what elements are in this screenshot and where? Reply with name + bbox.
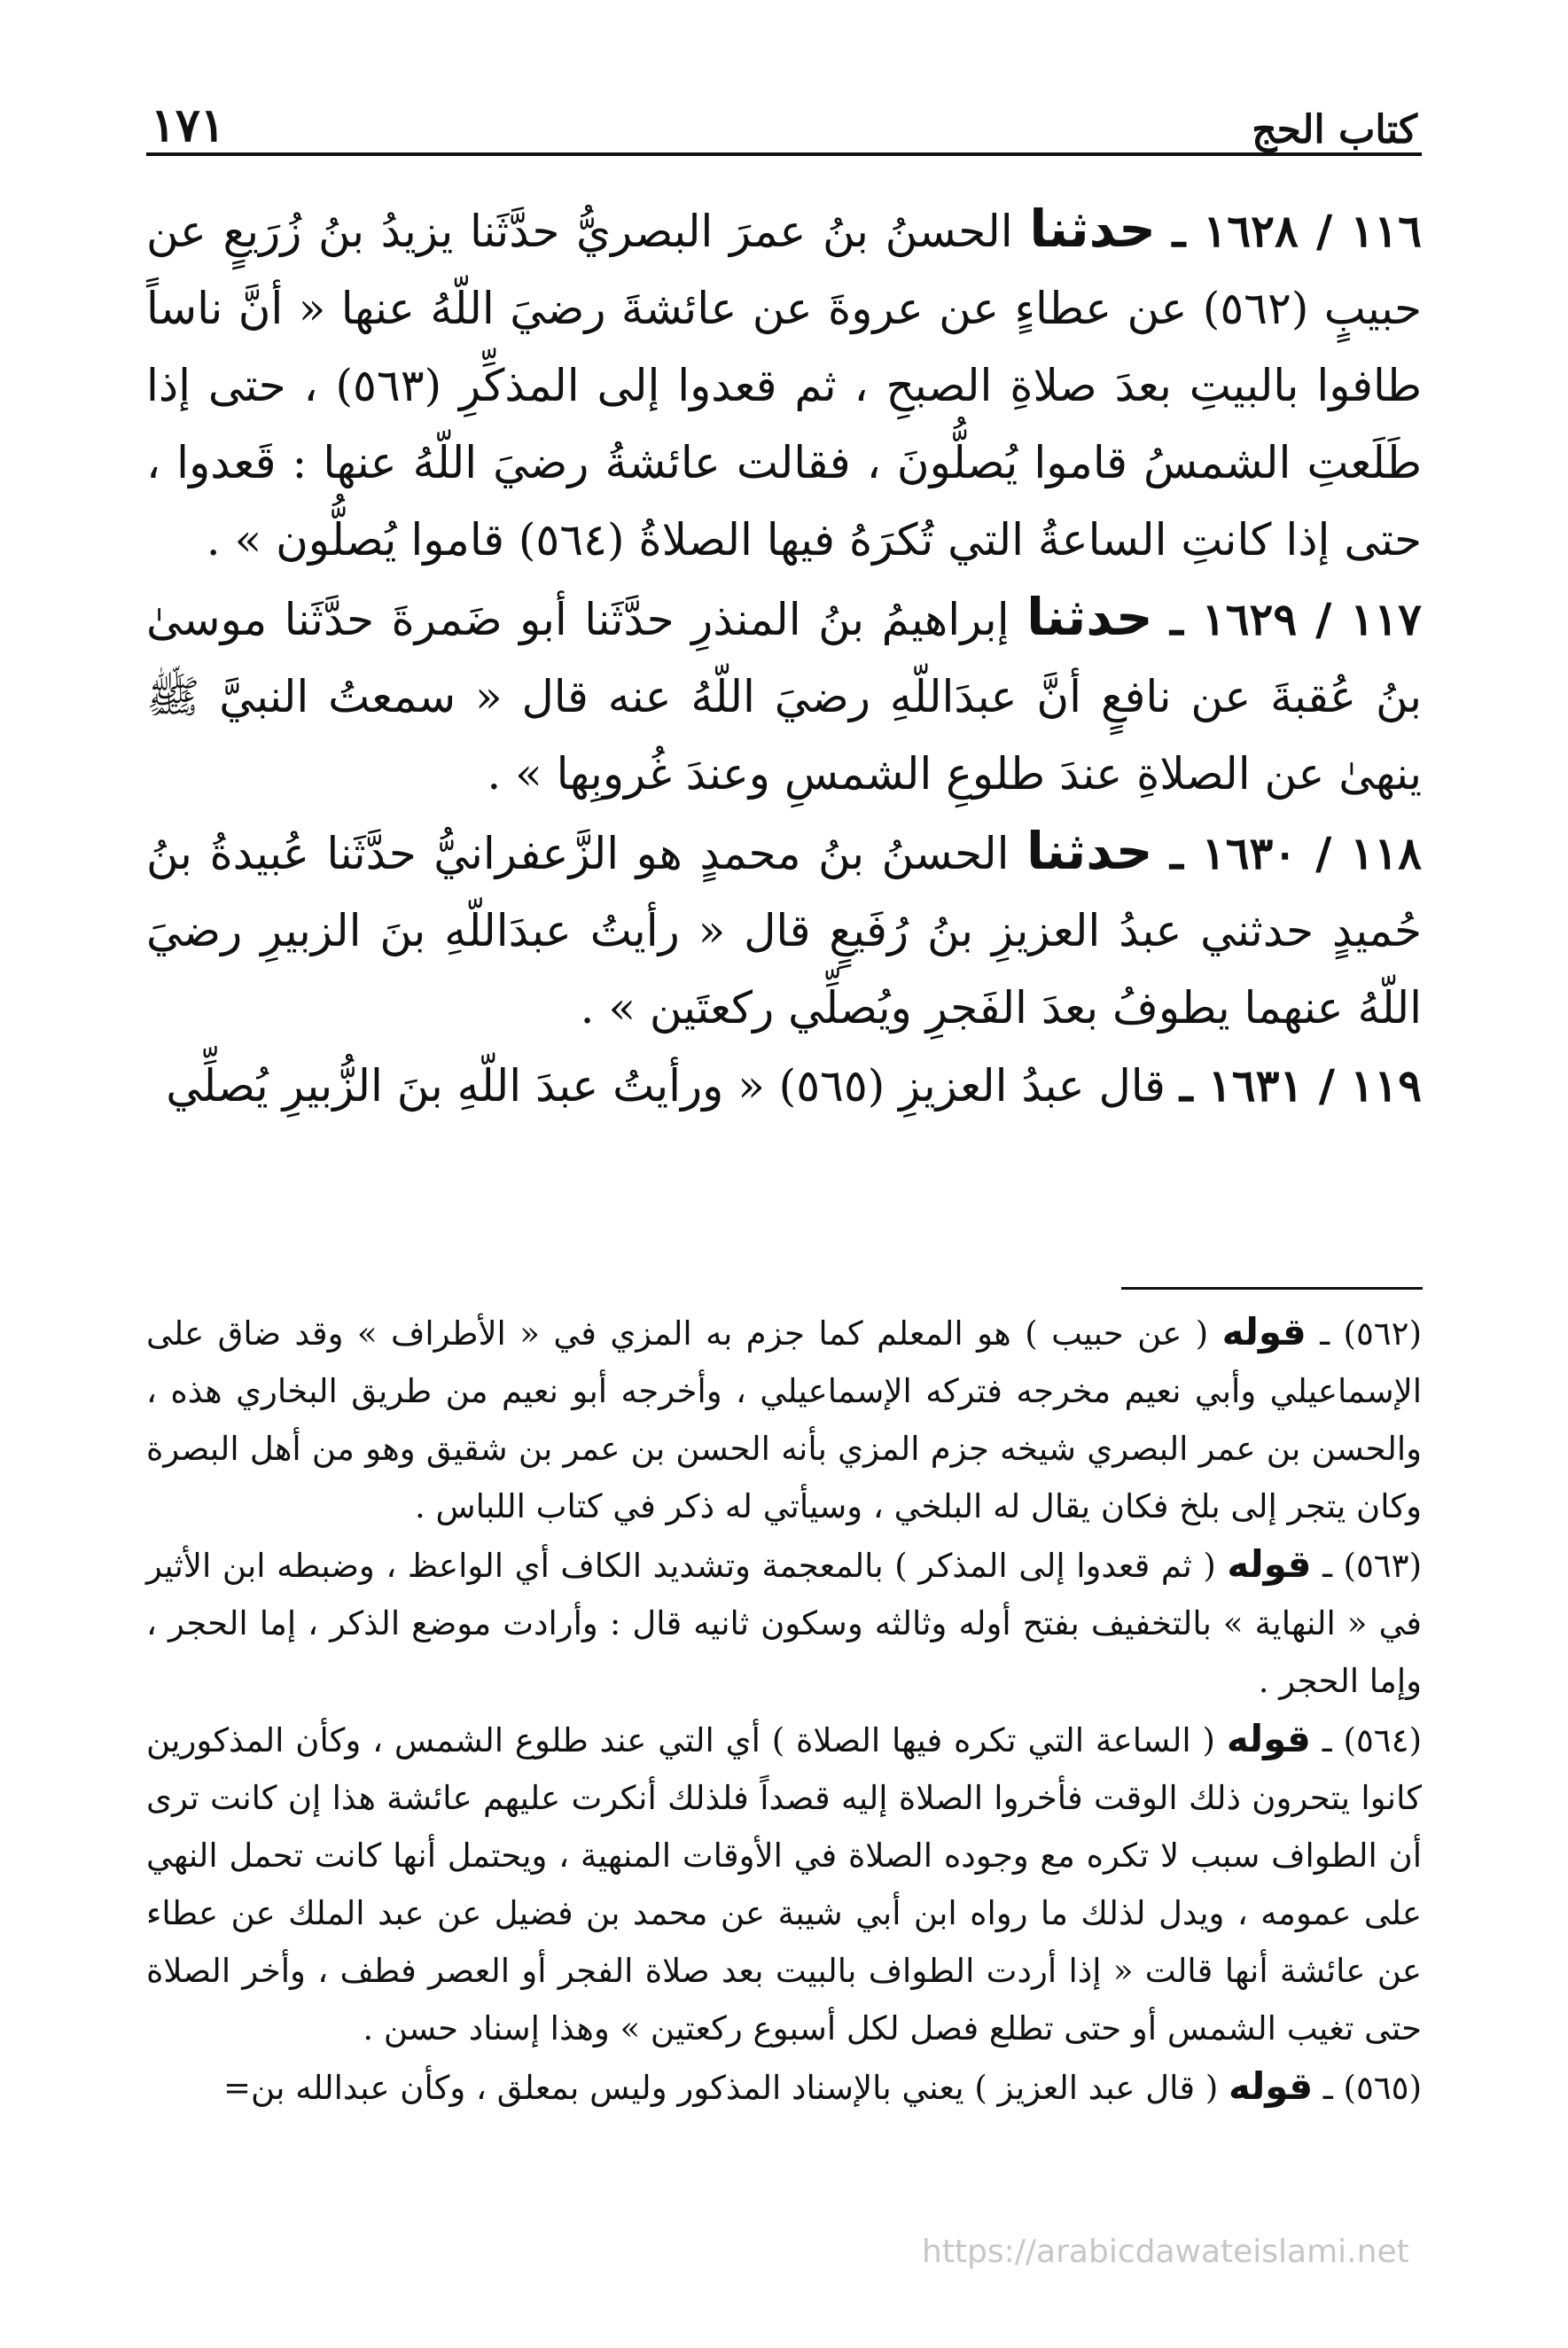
footnote-number: (٥٦٤) ـ bbox=[1322, 1721, 1422, 1759]
qawluhu-word: قوله bbox=[1226, 1717, 1311, 1760]
footnote-text: ( عن حبيب ) هو المعلم كما جزم به المزي في « الأطراف » وقد ضاق على الإسماعيلي وأبي نعيم مخرجه فتركه الإسماعيلي ، وأخرجه أبو نعيم من طريق البخاري هذه ، والحسن بن عمر البصري شيخه جزم المزي بأنه الحسن بن عمر بن شقيق وهو من أهل البصرة وكان يتجر إلى بلخ فكان يقال له البلخي ، وسيأتي له ذكر في كتاب اللباس . bbox=[146, 1314, 1422, 1525]
footnote bbox=[146, 2057, 1422, 2117]
hadith-number: ١١٩ / ١٦٣١ ـ bbox=[1179, 1059, 1422, 1112]
footnote bbox=[146, 1303, 1422, 1535]
qawluhu-word: قوله bbox=[1229, 2064, 1314, 2108]
hadith-text: الحسنُ بنُ عمرَ البصريُّ حدَّثَنا يزيدُ بنُ زُرَيعٍ عن حبيبٍ (٥٦٢) عن عطاءٍ عن عروةَ عن عائشةَ رضيَ اللّهُ عنها « أنَّ ناساً طافوا بالبيتِ بعدَ صلاةِ الصبحِ ، ثم قعدوا إلى المذكِّرِ (٥٦٣) ، حتى إذا طَلَعتِ الشمسُ قاموا يُصلُّونَ ، فقالت عائشةُ رضيَ اللّهُ عنها : قَعدوا ، حتى إذا كانتِ الساعةُ التي تُكرَهُ فيها الصلاةُ (٥٦٤) قاموا يُصلُّون » . bbox=[146, 206, 1422, 566]
hadith-text: الحسنُ بنُ محمدٍ هو الزَّعفرانيُّ حدَّثَنا عُبيدةُ بنُ حُميدٍ حدثني عبدُ العزيزِ بنُ رُفَيعٍ قال « رأيتُ عبدَاللّهِ بنَ الزبيرِ رضيَ اللّهُ عنهما يطوفُ بعدَ الفَجرِ ويُصلِّي ركعتَين » . bbox=[146, 828, 1422, 1034]
book-title: كتاب الحج bbox=[1252, 107, 1417, 152]
hadith-paragraph bbox=[146, 579, 1422, 813]
haddathana-word: حدثنا bbox=[1026, 821, 1153, 881]
watermark-url: https://arabicdawateislami.net bbox=[922, 2234, 1409, 2270]
hadith-number: ١١٦ / ١٦٢٨ ـ bbox=[1172, 205, 1423, 257]
haddathana-word: حدثنا bbox=[1026, 587, 1153, 647]
hadith-number: ١١٧ / ١٦٢٩ ـ bbox=[1170, 593, 1422, 645]
header-rule bbox=[146, 152, 1422, 156]
footnotes bbox=[146, 1303, 1422, 2117]
qawluhu-word: قوله bbox=[1227, 1542, 1312, 1586]
hadith-paragraph bbox=[146, 1047, 1422, 1125]
hadith-paragraph bbox=[146, 191, 1422, 579]
hadith-paragraph bbox=[146, 813, 1422, 1047]
page-number: ١٧١ bbox=[151, 98, 225, 152]
footnote-number: (٥٦٢) ـ bbox=[1320, 1314, 1422, 1353]
footnote-number: (٥٦٥) ـ bbox=[1322, 2069, 1422, 2107]
hadith-text: قال عبدُ العزيزِ (٥٦٥) « ورأيتُ عبدَ اللّهِ بنَ الزُّبيرِ يُصلِّي bbox=[166, 1060, 1166, 1112]
hadith-number: ١١٨ / ١٦٣٠ ـ bbox=[1170, 827, 1422, 879]
footnote bbox=[146, 1535, 1422, 1710]
footnote bbox=[146, 1710, 1422, 2057]
hadith-text: إبراهيمُ بنُ المنذرِ حدَّثَنا أبو ضَمرةَ حدَّثَنا موسىٰ بنُ عُقبةَ عن نافعٍ أنَّ عبدَاللّهِ رضيَ اللّهُ عنه قال « سمعتُ النبيَّ ﷺ ينهىٰ عن الصلاةِ عندَ طلوعِ الشمسِ وعندَ غُروبِها » . bbox=[146, 594, 1422, 800]
footnote-text: ( الساعة التي تكره فيها الصلاة ) أي التي عند طلوع الشمس ، وكأن المذكورين كانوا يتحرون ذلك الوقت فأخروا الصلاة إليه قصداً فلذلك أنكرت عليهم عائشة هذا إن كانت ترى أن الطواف سبب لا تكره مع وجوده الصلاة في الأوقات المنهية ، ويحتمل أنها كانت تحمل النهي على عمومه ، ويدل لذلك ما رواه ابن أبي شيبة عن محمد بن فضيل عن عبد الملك عن عطاء عن عائشة أنها قالت « إذا أردت الطواف بالبيت بعد صلاة الفجر أو العصر فطف ، وأخر الصلاة حتى تغيب الشمس أو حتى تطلع فصل لكل أسبوع ركعتين » وهذا إسناد حسن . bbox=[146, 1721, 1422, 2048]
qawluhu-word: قوله bbox=[1221, 1310, 1307, 1353]
footnote-text: ( قال عبد العزيز ) يعني بالإسناد المذكور وليس بمعلق ، وكأن عبدالله بن= bbox=[223, 2069, 1219, 2107]
running-head bbox=[151, 73, 1417, 152]
main-text bbox=[146, 191, 1422, 1125]
footnote-number: (٥٦٣) ـ bbox=[1322, 1547, 1422, 1585]
footnote-text: ( ثم قعدوا إلى المذكر ) بالمعجمة وتشديد الكاف أي الواعظ ، وضبطه ابن الأثير في « النهاية » بالتخفيف بفتح أوله وثالثه وسكون ثانيه قال : وأرادت موضع الذكر ، إما الحجر ، وإما الحجر . bbox=[146, 1547, 1422, 1700]
haddathana-word: حدثنا bbox=[1029, 199, 1156, 259]
footnote-separator bbox=[1121, 1287, 1423, 1290]
